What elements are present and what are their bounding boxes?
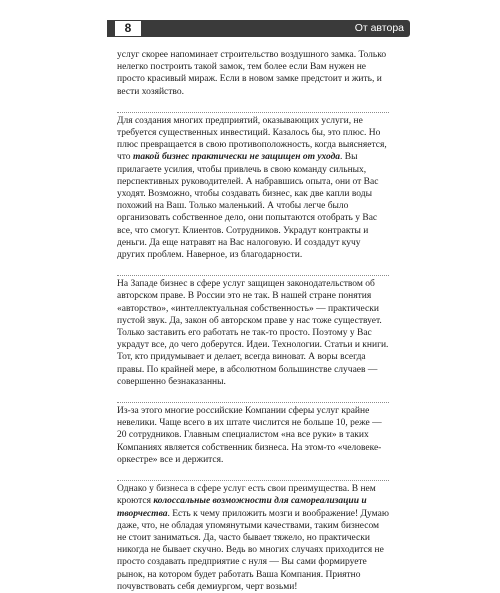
paragraph [117, 112, 389, 261]
paragraph-text: На Западе бизнес в сфере услуг защищен законодательством об авторском праве. В России это не так. В нашей стране понятия «авторство», «интеллектуальная собственность» — практически пустой звук. Да, закон об авторском праве у нас тоже существует. Только заставить его работать не так-то просто. Поэтому у Вас украдут все, до чего доберутся. Идеи. Технологии. Статьи и книги. Тот, кто придумывает и делает, всегда виноват. А воры всегда правы. По крайней мере, в абсолютном большинстве случаев — совершенно безнаказанны. [117, 279, 389, 387]
paragraph-text: услуг скорее напоминает строительство воздушного замка. Только нелегко построить такой замок, тем более если Вам нужен не просто красивый мираж. Если в новом замке предстоит и жить, и вести хозяйство. [117, 50, 387, 97]
paragraph [117, 480, 389, 593]
page-number: 8 [115, 21, 141, 36]
paragraph-text: Для создания многих предприятий, оказывающих услуги, не требуется существенных инвестиций. Казалось бы, это плюс. Но плюс превращается в свою противоположность, когда выясняется, что [117, 115, 387, 163]
paragraph [117, 275, 389, 388]
emphasized-text: колоссальные возможности для самореализации и творчества [117, 496, 367, 519]
paragraph-text: . Есть к чему приложить мозги и воображение! Думаю даже, что, не обладая упомянутыми качествами, таким бизнесом не стоит заниматься. Да, часто бывает тяжело, но практически никогда не бывает скучно. Ведь во многих случаях приходится не просто создавать предприятие с нуля — Вы сами формируете рынок, на котором будет работать Ваша Компания. Приятно почувствовать себя демиургом, черт возьми! [117, 508, 389, 592]
paragraph [117, 49, 389, 98]
emphasized-text: такой бизнес практически не защищен от ухода [132, 152, 341, 163]
paragraph-text: Из-за этого многие российские Компании сферы услуг крайне невелики. Чаще всего в их штате числится не больше 10, реже — 20 сотрудников. Главным специалистом «на все руки» в таких Компаниях является собственник бизнеса. На этом-то «человеке-оркестре» все и держится. [117, 406, 382, 465]
paragraph-text: . Вы прилагаете усилия, чтобы привлечь в свою команду сильных, перспективных руководителей. А набравшись опыта, они от Вас уходят. Возможно, чтобы создавать бизнес, как две капли воды похожий на Ваш. Только маленький. А чтобы легче было организовать собственное дело, они попытаются отобрать у Вас все, что смогут. Клиентов. Сотрудников. Украдут контракты и деньги. Да еще натравят на Вас налоговую. И создадут кучу других проблем. Наверное, из благодарности. [117, 152, 379, 261]
paragraph [117, 402, 389, 466]
running-header-title: От автора [354, 22, 404, 34]
body-text [117, 49, 389, 593]
paragraph-text: Однако у бизнеса в сфере услуг есть свои преимущества. В нем кроются [117, 484, 376, 507]
